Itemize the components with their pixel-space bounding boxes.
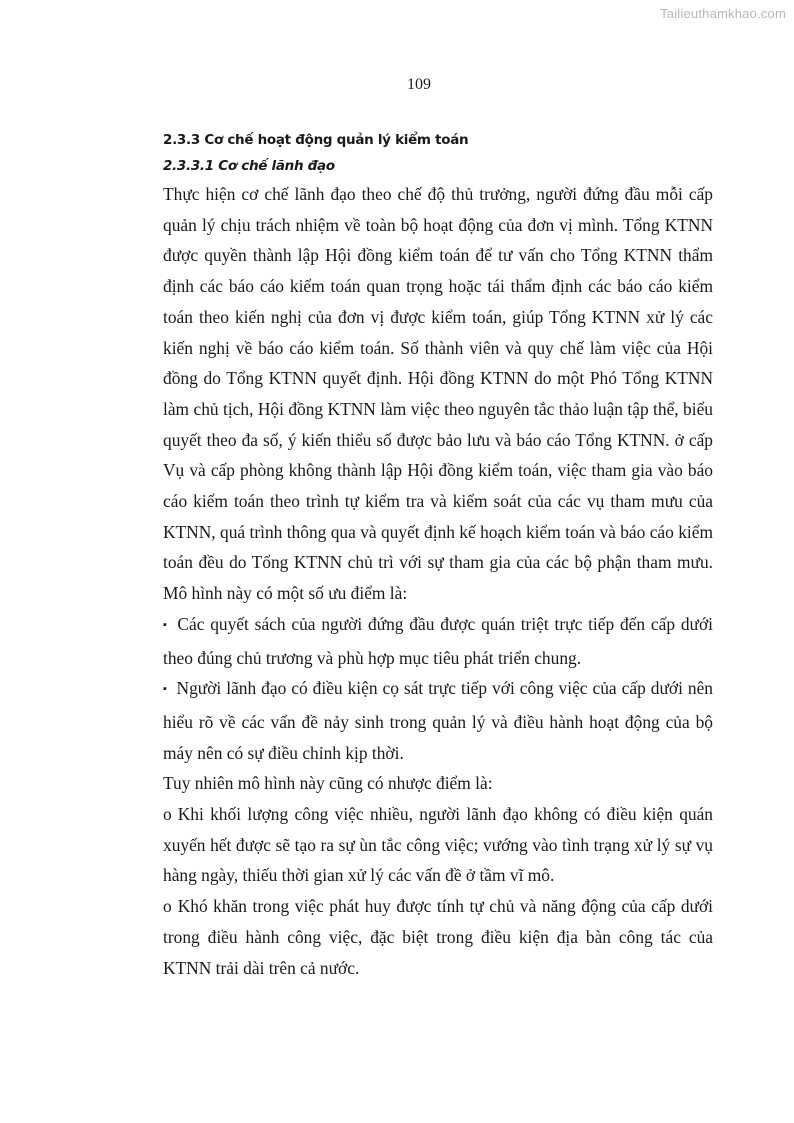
circle-bullet-icon: o bbox=[163, 896, 172, 917]
square-bullet-icon: ▪ bbox=[163, 683, 168, 696]
square-bullet-icon: ▪ bbox=[163, 618, 169, 631]
watermark-text: Tailieuthamkhao.com bbox=[660, 6, 786, 21]
paragraph-disadvantage-intro bbox=[163, 768, 713, 799]
bullet-advantage-2-text: Người lãnh đạo có điều kiện cọ sát trực tiếp với công việc của cấp dưới nên hiểu rõ về các vấn đề nảy sinh trong quản lý và điều hành hoạt động của bộ máy nên có sự điều chỉnh kịp thời. bbox=[163, 678, 713, 763]
bullet-disadvantage-1-text: Khi khối lượng công việc nhiều, người lãnh đạo không có điều kiện quán xuyến hết được sẽ tạo ra sự ùn tắc công việc; vướng vào tình trạng xử lý sự vụ hàng ngày, thiếu thời gian xử lý các vấn đề ở tầm vĩ mô. bbox=[163, 804, 713, 886]
bullet-advantage-1 bbox=[163, 609, 713, 673]
paragraph-intro-text: Thực hiện cơ chế lãnh đạo theo chế độ thủ trưởng, người đứng đầu mỗi cấp quản lý chịu trách nhiệm về toàn bộ hoạt động của đơn vị mình. Tổng KTNN được quyền thành lập Hội đồng kiểm toán để tư vấn cho Tổng KTNN thẩm định các báo cáo kiểm toán quan trọng hoặc tái thẩm định các báo cáo kiểm toán theo kiến nghị của đơn vị được kiểm toán, giúp Tổng KTNN xử lý các kiến nghị về báo cáo kiểm toán. Số thành viên và quy chế làm việc của Hội đồng do Tổng KTNN quyết định. Hội đồng KTNN do một Phó Tổng KTNN làm chủ tịch, Hội đồng KTNN làm việc theo nguyên tắc thảo luận tập thể, biểu quyết theo đa số, ý kiến thiểu số được bảo lưu và báo cáo Tổng KTNN. ở cấp Vụ và cấp phòng không thành lập Hội đồng kiểm toán, việc tham gia vào báo cáo kiểm toán theo trình tự kiểm tra và kiểm soát của các vụ tham mưu của KTNN, quá trình thông qua và quyết định kế hoạch kiểm toán và báo cáo kiểm toán đều do Tổng KTNN chủ trì với sự tham gia của các bộ phận tham mưu. Mô hình này có một số ưu điểm là: bbox=[163, 184, 713, 604]
page-number: 109 bbox=[407, 76, 431, 93]
bullet-disadvantage-2 bbox=[163, 891, 713, 983]
section-heading: 2.3.3 Cơ chế hoạt động quản lý kiểm toán bbox=[163, 132, 469, 148]
circle-bullet-icon: o bbox=[163, 804, 172, 825]
bullet-advantage-1-text: Các quyết sách của người đứng đầu được quán triệt trực tiếp đến cấp dưới theo đúng chủ trương và phù hợp mục tiêu phát triển chung. bbox=[163, 613, 714, 668]
subsection-heading: 2.3.3.1 Cơ chế lãnh đạo bbox=[163, 158, 335, 174]
document-body bbox=[163, 127, 713, 983]
paragraph-disadvantage-intro-text: Tuy nhiên mô hình này cũng có nhược điểm là: bbox=[163, 773, 493, 794]
bullet-disadvantage-1 bbox=[163, 799, 713, 891]
paragraph-intro bbox=[163, 179, 713, 609]
bullet-disadvantage-2-text: Khó khăn trong việc phát huy được tính tự chủ và năng động của cấp dưới trong điều hành công việc, đặc biệt trong điều kiện địa bàn công tác của KTNN trải dài trên cả nước. bbox=[163, 896, 713, 978]
bullet-advantage-2 bbox=[163, 673, 713, 768]
